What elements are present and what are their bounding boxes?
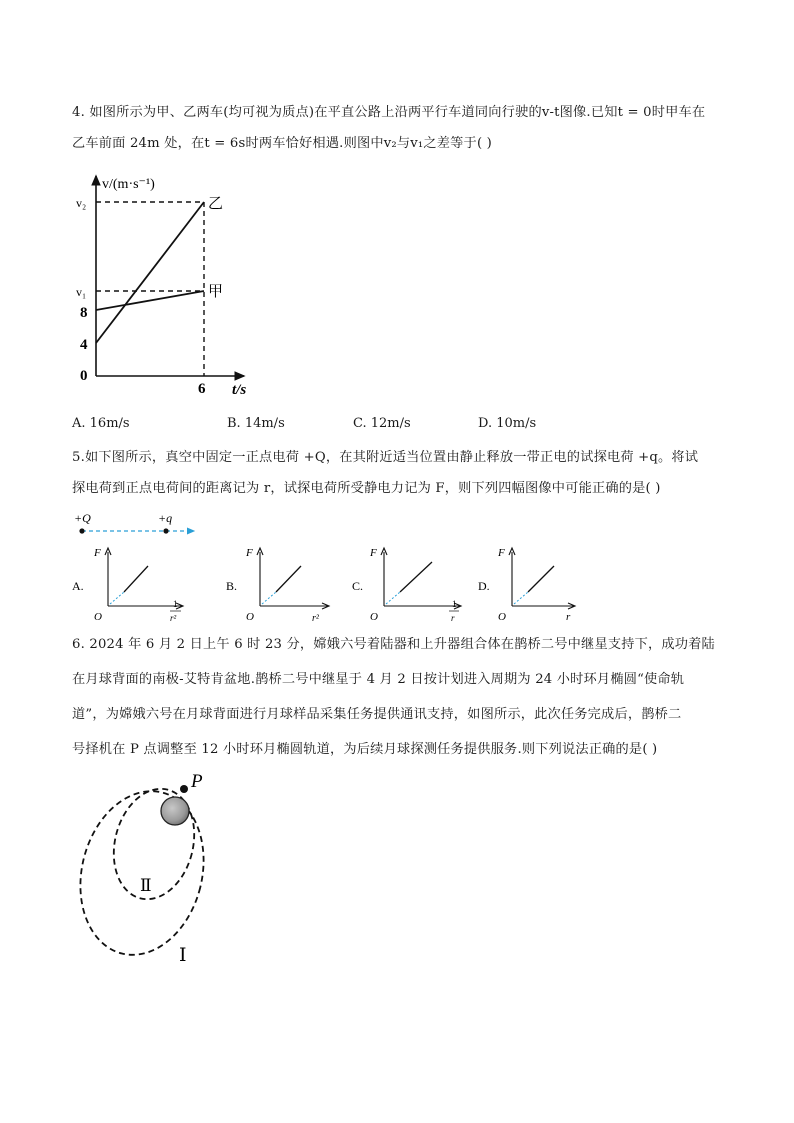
charge-diagram — [72, 508, 212, 540]
charge-Q-label: +Q — [74, 511, 91, 525]
graph-c-line — [400, 562, 432, 592]
car-yi-line — [96, 202, 204, 343]
origin-label: 0 — [80, 368, 88, 384]
graph-d-y-label: F — [498, 547, 505, 559]
graph-d-line — [528, 566, 554, 592]
question-4-line-2: 乙车前面 24m 处，在t = 6s时两车恰好相遇.则图中v₂与v₁之差等于( ) — [72, 136, 493, 151]
orbit-diagram — [72, 764, 232, 972]
graph-d-option-label: D. — [478, 579, 490, 593]
t-axis-label: t/s — [232, 382, 247, 398]
graph-b[interactable] — [226, 544, 346, 624]
question-4-options — [72, 416, 722, 436]
question-6-line-3: 道”，为嫦娥六号在月球背面进行月球样品采集任务提供通讯支持，如图所示，此次任务完成后，鹊桥二 — [72, 707, 682, 722]
orbit-II — [103, 780, 206, 908]
car-jia-label: 甲 — [208, 284, 224, 300]
v-axis-label: v/(m·s⁻¹) — [102, 177, 155, 192]
option-b[interactable]: B. 14m/s — [227, 416, 285, 431]
moon — [161, 797, 189, 825]
question-6-line-2: 在月球背面的南极-艾特肯盆地.鹊桥二号中继星于 4 月 2 日按计划进入周期为 24 小时环月椭圆“使命轨 — [72, 672, 685, 687]
question-6-line-4: 号择机在 P 点调整至 12 小时环月椭圆轨道，为后续月球探测任务提供服务.则下列说法正确的是( ) — [72, 742, 658, 757]
graph-a-x-den: r² — [170, 613, 177, 623]
graph-a[interactable] — [72, 544, 192, 624]
graph-c-y-label: F — [370, 547, 377, 559]
question-4-line-1: 4. 如图所示为甲、乙两车(均可视为质点)在平直公路上沿两平行车道同向行驶的v-t图像.已知t = 0时甲车在 — [72, 105, 706, 120]
graph-c-dashed-segment — [386, 592, 400, 604]
graph-c-origin: O — [370, 611, 378, 623]
car-jia-line — [96, 291, 204, 310]
graph-a-y-label: F — [94, 547, 101, 559]
charge-q-label: +q — [158, 511, 173, 525]
t6-tick-label: 6 — [198, 381, 206, 397]
point-P-label: P — [191, 771, 203, 792]
v1-tick-label: v₁ — [76, 285, 87, 299]
graph-d-dashed-segment — [514, 592, 528, 604]
orbit-II-label: Ⅱ — [140, 876, 152, 895]
graph-b-dashed-segment — [262, 592, 276, 604]
graph-b-origin: O — [246, 611, 254, 623]
graph-d[interactable] — [478, 544, 598, 624]
orbit-I-label: Ⅰ — [179, 945, 187, 966]
graph-d-origin: O — [498, 611, 506, 623]
question-5-text — [72, 442, 722, 504]
graph-c-x-den: r — [451, 613, 455, 623]
graph-a-option-label: A. — [72, 579, 84, 593]
orbit-I — [72, 778, 220, 968]
graph-b-line — [276, 566, 301, 592]
graph-a-dashed-segment — [110, 592, 124, 604]
v2-tick-label: v₂ — [76, 196, 87, 210]
graph-d-x-label: r — [566, 611, 571, 623]
graph-b-x-label: r² — [312, 613, 319, 624]
graph-c[interactable] — [352, 544, 472, 624]
charge-q-dot — [163, 528, 168, 533]
car-yi-label: 乙 — [208, 196, 224, 212]
charge-Q-dot — [79, 528, 84, 533]
y8-tick-label: 8 — [80, 305, 88, 321]
question-5-line-2: 探电荷到正点电荷间的距离记为 r，试探电荷所受静电力记为 F，则下列四幅图像中可能正确的是( ) — [72, 481, 661, 496]
question-6-line-1: 6. 2024 年 6 月 2 日上午 6 时 23 分，嫦娥六号着陆器和上升器组合体在鹊桥二号中继星支持下，成功着陆 — [72, 637, 715, 652]
point-P-dot — [180, 785, 188, 793]
graph-c-option-label: C. — [352, 579, 364, 593]
graph-b-y-label: F — [246, 547, 253, 559]
graph-a-x-num: 1 — [173, 599, 178, 609]
vt-graph — [72, 168, 272, 404]
graph-c-x-num: 1 — [452, 599, 457, 609]
question-4-text — [72, 97, 722, 159]
graph-a-line — [124, 566, 148, 592]
option-c[interactable]: C. 12m/s — [353, 416, 411, 431]
question-6-text — [72, 627, 722, 767]
graph-b-option-label: B. — [226, 579, 238, 593]
option-a[interactable]: A. 16m/s — [72, 416, 130, 431]
option-d[interactable]: D. 10m/s — [478, 416, 537, 431]
y4-tick-label: 4 — [80, 337, 88, 353]
graph-a-origin: O — [94, 611, 102, 623]
question-5-line-1: 5.如下图所示，真空中固定一正点电荷 +Q，在其附近适当位置由静止释放一带正电的试探电荷 +q。将试 — [72, 450, 699, 465]
